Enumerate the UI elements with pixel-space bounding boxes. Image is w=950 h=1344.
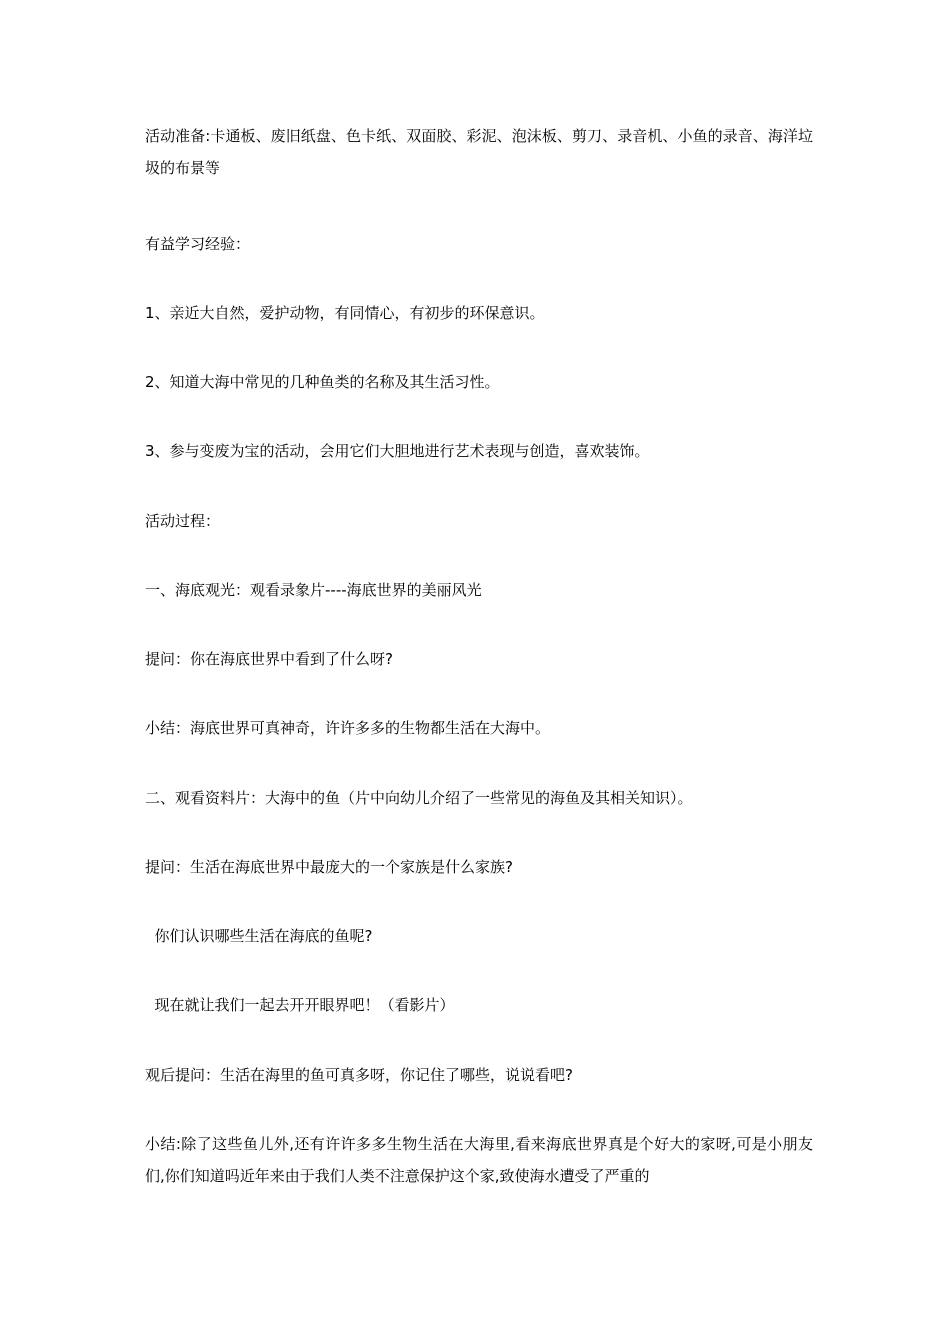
paragraph-goal-1: 1、亲近大自然，爱护动物，有同情心，有初步的环保意识。: [145, 304, 545, 322]
paragraph-post-question: 观后提问：生活在海里的鱼可真多呀，你记住了哪些，说说看吧?: [145, 1066, 573, 1084]
paragraph-activity-preparation: 活动准备:卡通板、废旧纸盘、色卡纸、双面胶、彩泥、泡沫板、剪刀、录音机、小鱼的录音、海洋垃圾的布景等: [145, 127, 813, 177]
paragraph-question-2: 提问：生活在海底世界中最庞大的一个家族是什么家族?: [145, 858, 513, 876]
paragraph-summary-2: 小结:除了这些鱼儿外,还有许许多多生物生活在大海里,看来海底世界真是个好大的家呀,可是小朋友们,你们知道吗近年来由于我们人类不注意保护这个家,致使海水遭受了严重的: [145, 1135, 813, 1185]
paragraph-question-1: 提问：你在海底世界中看到了什么呀?: [145, 650, 393, 668]
paragraph-goal-2: 2、知道大海中常见的几种鱼类的名称及其生活习性。: [145, 373, 500, 391]
paragraph-step-2: 二、观看资料片：大海中的鱼（片中向幼儿介绍了一些常见的海鱼及其相关知识）。: [145, 789, 693, 807]
paragraph-process-heading: 活动过程：: [145, 512, 221, 530]
paragraph-step-1: 一、海底观光：观看录象片----海底世界的美丽风光: [145, 581, 482, 599]
paragraph-goal-3: 3、参与变废为宝的活动，会用它们大胆地进行艺术表现与创造，喜欢装饰。: [145, 442, 650, 460]
paragraph-question-3: 你们认识哪些生活在海底的鱼呢?: [145, 927, 373, 945]
paragraph-watch-film: 现在就让我们一起去开开眼界吧！（看影片）: [145, 996, 455, 1014]
paragraph-summary-1: 小结：海底世界可真神奇，许许多多的生物都生活在大海中。: [145, 719, 551, 737]
paragraph-learning-heading: 有益学习经验：: [145, 235, 251, 253]
